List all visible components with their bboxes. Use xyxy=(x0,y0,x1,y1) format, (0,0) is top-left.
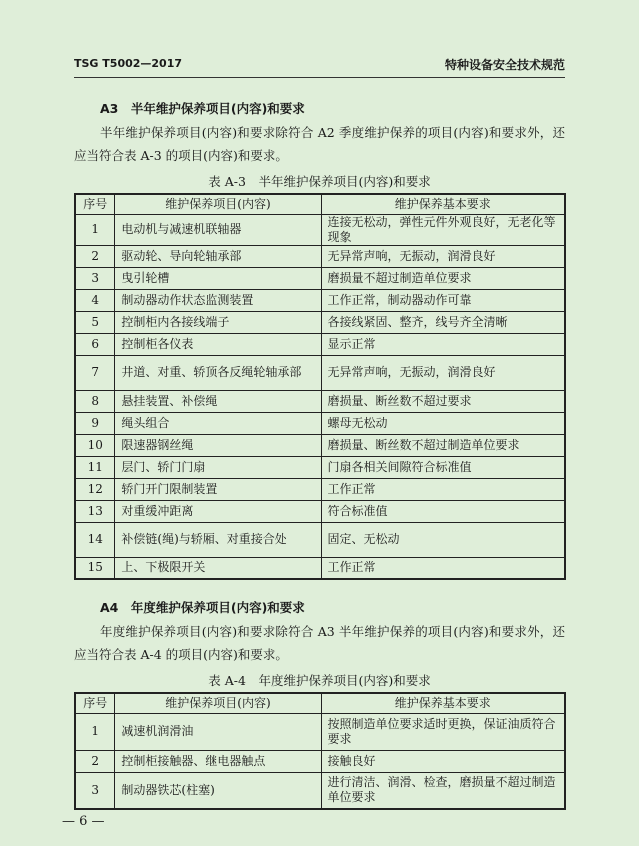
row-number: 4 xyxy=(75,289,115,311)
row-number: 15 xyxy=(75,557,115,579)
table-row xyxy=(75,478,565,500)
row-requirement: 固定、无松动 xyxy=(321,522,565,557)
row-item: 悬挂装置、补偿绳 xyxy=(115,390,321,412)
row-item: 驱动轮、导向轮轴承部 xyxy=(115,245,321,267)
row-number: 7 xyxy=(75,355,115,390)
row-number: 8 xyxy=(75,390,115,412)
table-row xyxy=(75,311,565,333)
table-row xyxy=(75,245,565,267)
section-a4-title: A4 年度维护保养项目(内容)和要求 xyxy=(100,600,305,615)
row-item: 上、下极限开关 xyxy=(115,557,321,579)
row-requirement: 磨损量、断丝数不超过制造单位要求 xyxy=(321,434,565,456)
row-item: 曳引轮槽 xyxy=(115,267,321,289)
table-row xyxy=(75,456,565,478)
table-row xyxy=(75,522,565,557)
header-rule xyxy=(74,77,565,78)
table-a4-caption: 表 A-4 年度维护保养项目(内容)和要求 xyxy=(208,673,431,688)
table-row xyxy=(75,713,565,750)
row-requirement: 接触良好 xyxy=(321,750,565,772)
row-number: 1 xyxy=(75,713,115,750)
running-title: 特种设备安全技术规范 xyxy=(444,58,565,72)
row-requirement: 螺母无松动 xyxy=(321,412,565,434)
table-row xyxy=(75,355,565,390)
row-requirement: 进行清洁、润滑、检查，磨损量不超过制造单位要求 xyxy=(321,772,565,809)
table-row xyxy=(75,289,565,311)
table-row xyxy=(75,267,565,289)
table-row xyxy=(75,750,565,772)
row-number: 11 xyxy=(75,456,115,478)
table-row xyxy=(75,434,565,456)
page-number: — 6 — xyxy=(62,814,105,829)
row-number: 2 xyxy=(75,750,115,772)
row-number: 5 xyxy=(75,311,115,333)
table-row xyxy=(75,333,565,355)
section-a3-intro: 半年维护保养项目(内容)和要求除符合 A2 季度维护保养的项目(内容)和要求外，还应当符合表 A-3 的项目(内容)和要求。 xyxy=(74,125,565,163)
table-row xyxy=(75,500,565,522)
column-header-requirement: 维护保养基本要求 xyxy=(321,194,565,214)
standard-code: TSG T5002—2017 xyxy=(74,57,183,70)
row-item: 限速器钢丝绳 xyxy=(115,434,321,456)
section-a3-title: A3 半年维护保养项目(内容)和要求 xyxy=(100,101,305,116)
row-requirement: 工作正常 xyxy=(321,478,565,500)
table-row xyxy=(75,772,565,809)
table-row xyxy=(75,390,565,412)
row-requirement: 显示正常 xyxy=(321,333,565,355)
table-a3-caption: 表 A-3 半年维护保养项目(内容)和要求 xyxy=(208,174,431,189)
table-row xyxy=(75,412,565,434)
row-item: 井道、对重、轿顶各反绳轮轴承部 xyxy=(115,355,321,390)
table-a4 xyxy=(74,692,566,810)
column-header-number: 序号 xyxy=(75,194,115,214)
row-item: 控制柜内各接线端子 xyxy=(115,311,321,333)
row-number: 1 xyxy=(75,214,115,245)
column-header-item: 维护保养项目(内容) xyxy=(115,194,321,214)
table-row xyxy=(75,214,565,245)
row-requirement: 各接线紧固、整齐，线号齐全清晰 xyxy=(321,311,565,333)
row-item: 控制柜各仪表 xyxy=(115,333,321,355)
table-a3 xyxy=(74,193,566,580)
row-requirement: 门扇各相关间隙符合标准值 xyxy=(321,456,565,478)
row-requirement: 工作正常，制动器动作可靠 xyxy=(321,289,565,311)
row-requirement: 连接无松动，弹性元件外观良好，无老化等现象 xyxy=(321,214,565,245)
row-number: 14 xyxy=(75,522,115,557)
table-row xyxy=(75,557,565,579)
row-requirement: 工作正常 xyxy=(321,557,565,579)
row-item: 轿门开门限制装置 xyxy=(115,478,321,500)
row-requirement: 无异常声响，无振动，润滑良好 xyxy=(321,355,565,390)
row-number: 2 xyxy=(75,245,115,267)
row-item: 电动机与减速机联轴器 xyxy=(115,214,321,245)
row-item: 减速机润滑油 xyxy=(115,713,321,750)
row-item: 层门、轿门门扇 xyxy=(115,456,321,478)
column-header-requirement: 维护保养基本要求 xyxy=(321,693,565,713)
row-item: 制动器动作状态监测装置 xyxy=(115,289,321,311)
row-requirement: 无异常声响，无振动，润滑良好 xyxy=(321,245,565,267)
row-number: 3 xyxy=(75,267,115,289)
row-number: 6 xyxy=(75,333,115,355)
column-header-number: 序号 xyxy=(75,693,115,713)
row-item: 对重缓冲距离 xyxy=(115,500,321,522)
row-requirement: 磨损量、断丝数不超过要求 xyxy=(321,390,565,412)
row-item: 制动器铁芯(柱塞) xyxy=(115,772,321,809)
section-a4-intro: 年度维护保养项目(内容)和要求除符合 A3 半年维护保养的项目(内容)和要求外，还应当符合表 A-4 的项目(内容)和要求。 xyxy=(74,624,565,662)
row-item: 绳头组合 xyxy=(115,412,321,434)
row-number: 3 xyxy=(75,772,115,809)
row-number: 10 xyxy=(75,434,115,456)
row-item: 补偿链(绳)与轿厢、对重接合处 xyxy=(115,522,321,557)
row-requirement: 符合标准值 xyxy=(321,500,565,522)
row-requirement: 磨损量不超过制造单位要求 xyxy=(321,267,565,289)
row-number: 9 xyxy=(75,412,115,434)
row-item: 控制柜接触器、继电器触点 xyxy=(115,750,321,772)
row-requirement: 按照制造单位要求适时更换，保证油质符合要求 xyxy=(321,713,565,750)
column-header-item: 维护保养项目(内容) xyxy=(115,693,321,713)
row-number: 13 xyxy=(75,500,115,522)
row-number: 12 xyxy=(75,478,115,500)
